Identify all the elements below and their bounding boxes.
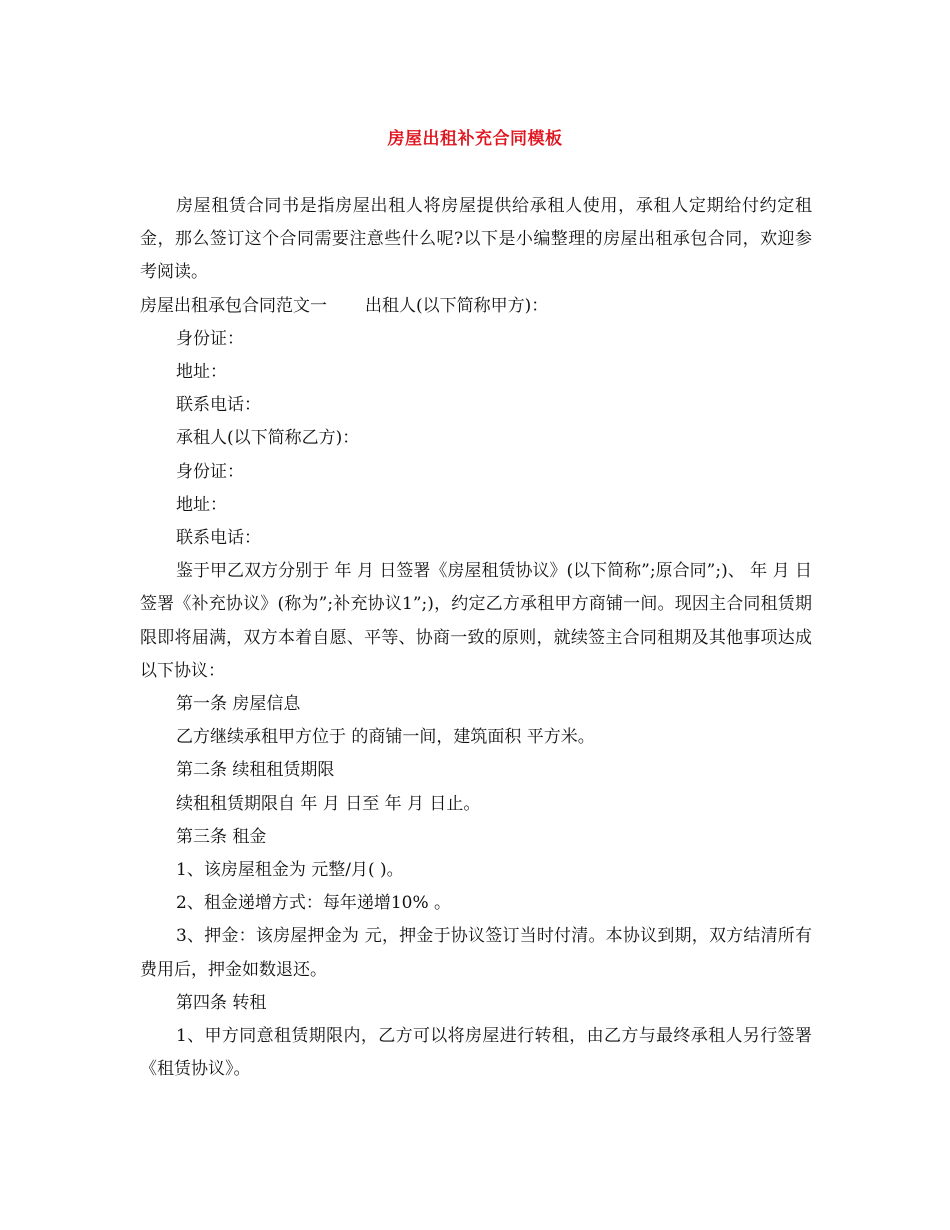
article1-title: 第一条 房屋信息 — [176, 694, 301, 715]
lessor-heading: 出租人(以下简称甲方)： — [365, 295, 549, 316]
intro-paragraph: 房屋租赁合同书是指房屋出租人将房屋提供给承租人使用，承租人定期给付约定租金，那么签订这个合同需要注意些什么呢?以下是小编整理的房屋出租承包合同，欢迎参考阅读。 — [140, 196, 812, 283]
article3-item2: 2、租金递增方式：每年递增10% 。 — [176, 893, 452, 914]
lessor-address-field: 地址： — [176, 362, 227, 383]
document-body — [140, 190, 812, 1086]
lessee-phone-field: 联系电话： — [176, 528, 261, 549]
lessee-address-field: 地址： — [176, 494, 227, 515]
article1-text: 乙方继续承租甲方位于 的商铺一间，建筑面积 平方米。 — [176, 727, 595, 748]
document-title: 房屋出租补充合同模板 — [387, 129, 563, 149]
article2-title: 第二条 续租租赁期限 — [176, 760, 335, 781]
article3-title: 第三条 租金 — [176, 826, 267, 847]
lessee-id-field: 身份证： — [176, 461, 244, 482]
article4-item1: 1、甲方同意租赁期限内，乙方可以将房屋进行转租，由乙方与最终承租人另行签署《租赁协议》。 — [140, 1026, 812, 1080]
article2-text: 续租租赁期限自 年 月 日至 年 月 日止。 — [176, 793, 481, 814]
article4-title: 第四条 转租 — [176, 992, 267, 1013]
lessor-id-field: 身份证： — [176, 328, 244, 349]
lessee-heading: 承租人(以下简称乙方)： — [176, 428, 360, 449]
article3-item1: 1、该房屋租金为 元整/月( )。 — [176, 860, 404, 881]
recital-paragraph: 鉴于甲乙双方分别于 年 月 日签署《房屋租赁协议》(以下简称”;原合同”;)、 年 月 日签署《补充协议》(称为”;补充协议1”;)，约定乙方承租甲方商铺一间。现因主合同租赁期限即将届满，双方本着自愿、平等、协商一致的原则，就续签主合同租期及其他事项达成以下协议： — [140, 561, 812, 681]
sample-heading: 房屋出租承包合同范文一 — [140, 295, 327, 316]
lessor-phone-field: 联系电话： — [176, 395, 261, 416]
sample-heading-line — [140, 290, 812, 323]
article3-item3: 3、押金：该房屋押金为 元，押金于协议签订当时付清。本协议到期，双方结清所有费用后，押金如数退还。 — [140, 926, 812, 980]
